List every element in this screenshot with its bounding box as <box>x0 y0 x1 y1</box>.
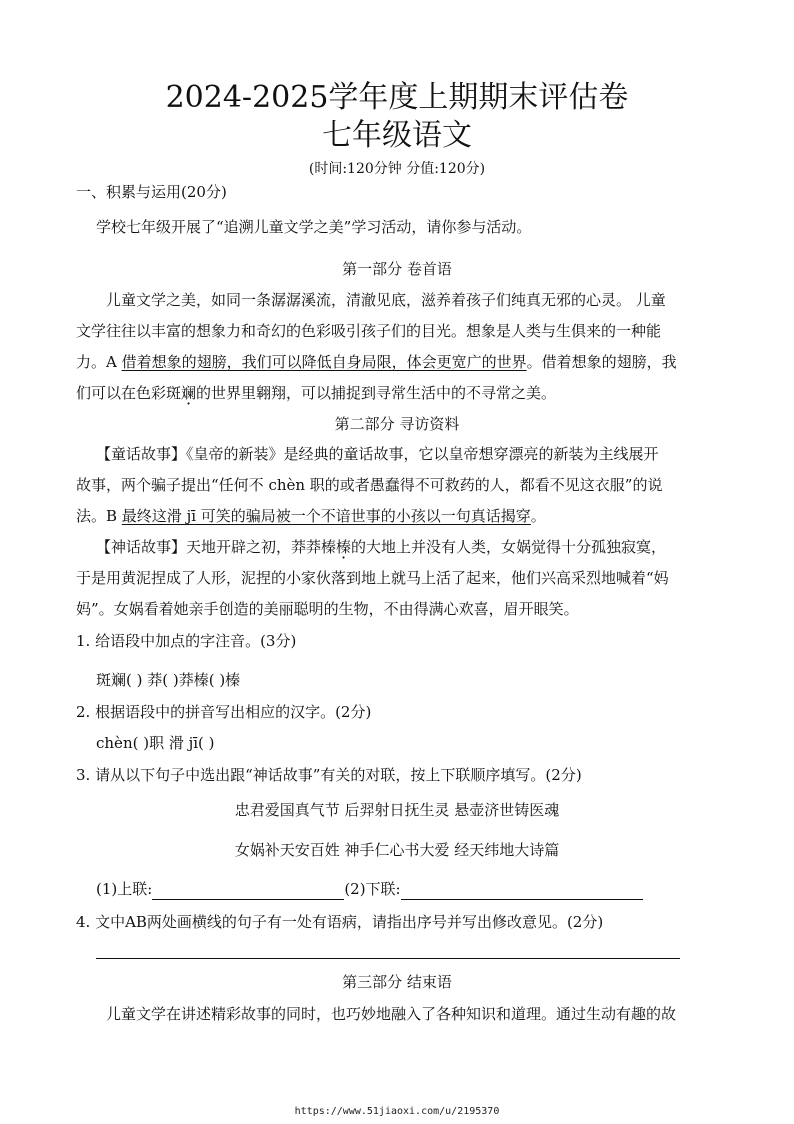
paragraph-line: 文学往往以丰富的想象力和奇幻的色彩吸引孩子们的目光。想象是人类与生俱来的一种能 <box>76 322 662 340</box>
exam-title: 2024-2025学年度上期期末评估卷 <box>165 80 629 115</box>
question-1: 1. 给语段中加点的字注音。(3分) <box>76 632 297 650</box>
part2-heading: 第二部分 寻访资料 <box>334 415 460 433</box>
question-3-answer <box>96 878 746 900</box>
underlined-sentence-a: 借着想象的翅膀，我们可以降低自身局限，体会更宽广的世界 <box>121 353 527 371</box>
lower-couplet-label: (2)下联: <box>344 880 401 898</box>
part3-heading: 第三部分 结束语 <box>342 973 452 991</box>
paragraph-line: 们可以在色彩斑斓的世界里翱翔，可以捕捉到寻常生活中的不寻常之美。 <box>76 384 557 402</box>
paragraph-line: 故事，两个骗子提出“任何不 chèn 职的或者愚蠢得不可救药的人，都看不见这衣服”的说 <box>76 476 663 494</box>
paragraph-line: 于是用黄泥捏成了人形，泥捏的小家伙落到地上就马上活了起来，他们兴高采烈地喊着“妈 <box>76 569 669 587</box>
question-2-answer: chèn( )职 滑 jī( ) <box>96 734 215 752</box>
question-3: 3. 请从以下句子中选出跟“神话故事”有关的对联，按上下联顺序填写。(2分) <box>76 766 582 784</box>
couplet-options-row-1: 忠君爱国真气节 后羿射日抚生灵 悬壶济世铸医魂 <box>234 801 560 819</box>
question-2: 2. 根据语段中的拼音写出相应的汉字。(2分) <box>76 703 372 721</box>
dotted-character: 斓 <box>181 384 197 402</box>
sentence-label: 法。B <box>76 507 122 525</box>
upper-couplet-blank[interactable] <box>152 883 344 900</box>
footer-url: https://www.51jiaoxi.com/u/2195370 <box>294 1106 500 1117</box>
dotted-character: 榛 <box>336 538 352 556</box>
paragraph-line: 【神话故事】天地开辟之初，莽莽榛榛的大地上并没有人类，女娲觉得十分孤独寂寞， <box>96 538 667 556</box>
upper-couplet-label: (1)上联: <box>96 880 153 898</box>
paragraph-line: 儿童文学在讲述精彩故事的同时，也巧妙地融入了各种知识和道理。通过生动有趣的故 <box>106 1005 677 1023</box>
lower-couplet-blank[interactable] <box>401 883 643 900</box>
exam-meta: (时间:120分钟 分值:120分) <box>308 161 486 177</box>
paragraph-line: 【童话故事】《皇帝的新装》是经典的童话故事，它以皇帝想穿漂亮的新装为主线展开 <box>96 445 659 463</box>
couplet-options-row-2: 女娲补天安百姓 神手仁心书大爱 经天纬地大诗篇 <box>234 841 560 859</box>
paragraph-line: 法。B 最终这滑 jī 可笑的骗局被一个不谙世事的小孩以一句真话揭穿。 <box>76 507 546 525</box>
part1-heading: 第一部分 卷首语 <box>342 260 452 278</box>
paragraph-line: 力。A 借着想象的翅膀，我们可以降低自身局限，体会更宽广的世界。借着想象的翅膀，我 <box>76 353 677 371</box>
section-intro: 学校七年级开展了“追溯儿童文学之美”学习活动，请你参与活动。 <box>96 218 532 236</box>
sentence-label: 力。A <box>76 353 122 371</box>
answer-line[interactable] <box>96 958 680 959</box>
section-heading: 一、积累与运用(20分) <box>76 183 227 201</box>
question-4: 4. 文中AB两处画横线的句子有一处有语病，请指出序号并写出修改意见。(2分) <box>76 913 604 931</box>
exam-subject: 七年级语文 <box>322 118 472 153</box>
question-1-answer: 斑斓( ) 莽( )莽榛( )榛 <box>96 671 241 689</box>
paragraph-line: 妈”。女娲看着她亲手创造的美丽聪明的生物，不由得满心欢喜，眉开眼笑。 <box>76 600 579 618</box>
underlined-sentence-b: 最终这滑 jī 可笑的骗局被一个不谙世事的小孩以一句真话揭穿 <box>121 507 531 525</box>
paragraph-line: 儿童文学之美，如同一条潺潺溪流，清澈见底，滋养着孩子们纯真无邪的心灵。 儿童 <box>106 291 666 309</box>
